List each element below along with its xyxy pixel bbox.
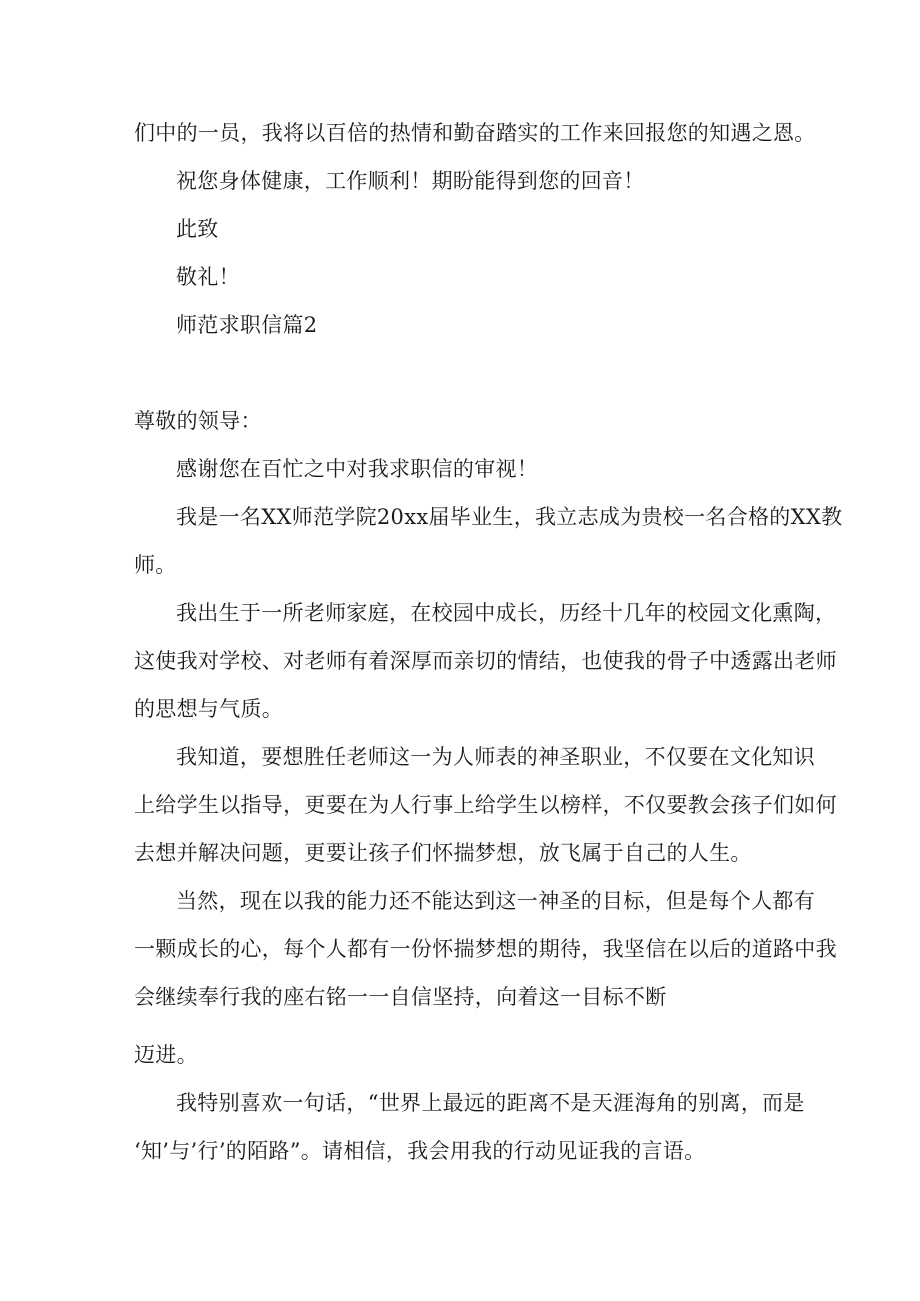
text-line-wishes: 祝您身体健康，工作顺利！期盼能得到您的回音！ <box>176 169 645 193</box>
salutation: 尊敬的领导： <box>134 409 262 433</box>
text-line-goal-2: 一颗成长的心，每个人都有一份怀揣梦想的期待，我坚信在以后的道路中我 <box>134 937 837 961</box>
text-line-closing-cizhi: 此致 <box>176 217 219 241</box>
text-line-knowing-3: 去想并解决问题，更要让孩子们怀揣梦想，放飞属于自己的人生。 <box>134 841 752 865</box>
text-line-goal-3: 会继续奉行我的座右铭一一自信坚持，向着这一目标不断 <box>134 985 667 1009</box>
text-line-knowing-1: 我知道，要想胜任老师这一为人师表的神圣职业，不仅要在文化知识 <box>176 745 815 769</box>
text-line-goal-4: 迈进。 <box>134 1043 198 1067</box>
text-line-background-1: 我出生于一所老师家庭，在校园中成长，历经十几年的校园文化熏陶， <box>176 601 837 625</box>
text-line-background-3: 的思想与气质。 <box>134 697 284 721</box>
text-line-quote-1: 我特别喜欢一句话，“世界上最远的距离不是天涯海角的别离，而是 <box>176 1091 805 1115</box>
text-line-closing-jingli: 敬礼！ <box>176 265 240 289</box>
text-line-intro-2: 师。 <box>134 553 177 577</box>
text-line-continuation: 们中的一员，我将以百倍的热情和勤奋踏实的工作来回报您的知遇之恩。 <box>134 121 816 145</box>
text-line-knowing-2: 上给学生以指导，更要在为人行事上给学生以榜样，不仅要教会孩子们如何 <box>134 793 837 817</box>
section-heading: 师范求职信篇2 <box>176 313 318 337</box>
text-line-quote-2: ‘知’与’行’的陌路”。请相信，我会用我的行动见证我的言语。 <box>134 1139 706 1163</box>
text-line-thanks: 感谢您在百忙之中对我求职信的审视！ <box>176 457 539 481</box>
text-line-background-2: 这使我对学校、对老师有着深厚而亲切的情结，也使我的骨子中透露出老师 <box>134 649 837 673</box>
text-line-intro-1: 我是一名XX师范学院20xx届毕业生，我立志成为贵校一名合格的XX教 <box>176 505 843 529</box>
text-line-goal-1: 当然，现在以我的能力还不能达到这一神圣的目标，但是每个人都有 <box>176 889 815 913</box>
